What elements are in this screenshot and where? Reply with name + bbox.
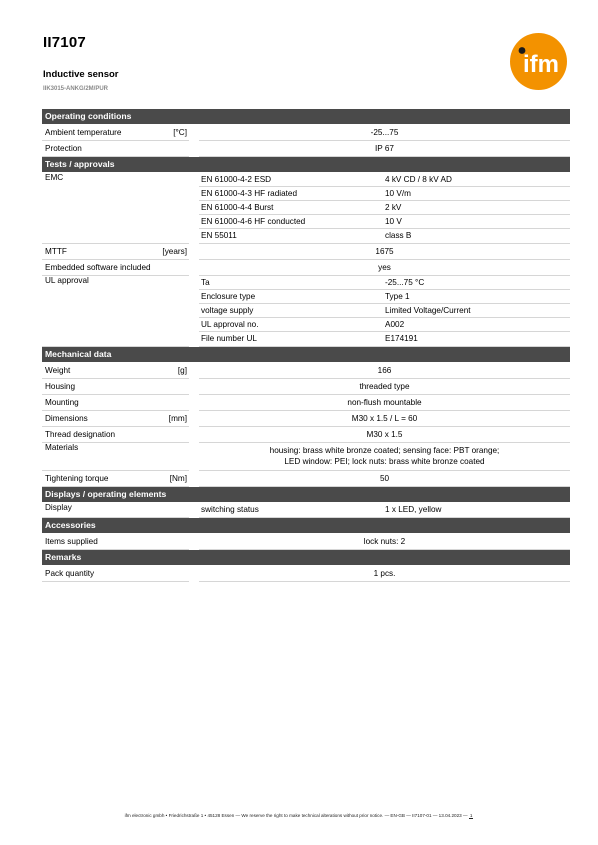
footer: [0, 813, 598, 819]
row-label: Thread designation: [45, 430, 116, 439]
row-gap: [189, 443, 199, 471]
sub-value: -25...75 °C: [385, 278, 425, 287]
sub-row: [199, 215, 570, 229]
row-value-cell: [199, 276, 570, 347]
spec-row: [42, 260, 570, 276]
spec-row: [42, 141, 570, 157]
row-unit: [Nm]: [169, 474, 187, 483]
section-header: Mechanical data: [42, 347, 570, 362]
row-value: non-flush mountable: [199, 395, 570, 411]
sub-key: EN 55011: [201, 231, 237, 240]
sub-key: EN 61000-4-3 HF radiated: [201, 189, 298, 198]
row-gap: [189, 566, 199, 582]
sub-key: Enclosure type: [201, 292, 256, 301]
row-label-cell: [42, 125, 189, 141]
row-label-cell: [42, 427, 189, 443]
sub-value: 10 V/m: [385, 189, 411, 198]
row-value: yes: [199, 260, 570, 276]
row-gap: [189, 363, 199, 379]
row-label-cell: [42, 260, 189, 276]
ifm-logo: [510, 33, 567, 90]
row-label-cell: [42, 395, 189, 411]
row-label: Dimensions: [45, 414, 88, 423]
row-value: 1 pcs.: [199, 566, 570, 582]
row-label-cell: [42, 503, 189, 518]
row-gap: [189, 141, 199, 157]
row-value: IP 67: [199, 141, 570, 157]
page-number: 1: [469, 813, 473, 818]
spec-row: [42, 395, 570, 411]
row-label-cell: [42, 443, 189, 471]
product-code: IIK3015-ANKG/2M/PUR: [43, 86, 109, 92]
value-line: housing: brass white bronze coated; sensing face: PBT orange;: [269, 446, 500, 455]
row-label: Materials: [45, 443, 79, 452]
spec-row: [42, 411, 570, 427]
product-subtitle: Inductive sensor: [43, 69, 119, 80]
row-label: Display: [45, 503, 72, 512]
row-gap: [189, 244, 199, 260]
sub-value: A002: [385, 320, 405, 329]
row-label-cell: [42, 471, 189, 487]
row-gap: [189, 379, 199, 395]
spec-row: [42, 443, 570, 471]
row-value: 50: [199, 471, 570, 487]
footer-text: ifm electronic gmbh • Friedrichstraße 1 • 45128 Essen — We reserve the right to make technical alterations without prior notice. — EN-GB — II7107-01 — 13.04.2023 —: [124, 813, 468, 818]
sub-value: 2 kV: [385, 203, 402, 212]
row-unit: [°C]: [173, 128, 187, 137]
row-value: 1675: [199, 244, 570, 260]
sub-row: [199, 276, 570, 290]
row-gap: [189, 427, 199, 443]
sub-value: 1 x LED, yellow: [385, 505, 442, 514]
row-gap: [189, 276, 199, 347]
spec-row: [42, 244, 570, 260]
row-label: Housing: [45, 382, 76, 391]
spec-row: [42, 125, 570, 141]
row-label-cell: [42, 141, 189, 157]
row-label-cell: [42, 411, 189, 427]
row-value: lock nuts: 2: [199, 534, 570, 550]
row-value-cell: [199, 503, 570, 518]
spec-row: [42, 363, 570, 379]
sub-row: [199, 332, 570, 346]
row-label: Protection: [45, 144, 82, 153]
row-gap: [189, 173, 199, 244]
section-header: Remarks: [42, 550, 570, 565]
spec-row: [42, 379, 570, 395]
spec-row: [42, 276, 570, 347]
row-label: Ambient temperature: [45, 128, 122, 137]
row-gap: [189, 471, 199, 487]
row-label-cell: [42, 173, 189, 244]
header: [43, 34, 86, 51]
row-label-cell: [42, 566, 189, 582]
sub-key: switching status: [201, 505, 259, 514]
spec-row: [42, 427, 570, 443]
sub-key: Ta: [201, 278, 210, 287]
row-value: M30 x 1.5: [199, 427, 570, 443]
product-title: II7107: [43, 34, 86, 51]
row-label-cell: [42, 534, 189, 550]
row-label: Embedded software included: [45, 263, 151, 272]
sub-row: [199, 173, 570, 187]
sub-value: Type 1: [385, 292, 410, 301]
row-label-cell: [42, 379, 189, 395]
sub-row: [199, 229, 570, 243]
row-gap: [189, 260, 199, 276]
row-label: Pack quantity: [45, 569, 95, 578]
row-value-cell: [199, 443, 570, 471]
sub-row: [199, 503, 570, 517]
row-label: Tightening torque: [45, 474, 109, 483]
row-label: Mounting: [45, 398, 79, 407]
sub-value: Limited Voltage/Current: [385, 306, 471, 315]
sub-row: [199, 187, 570, 201]
value-line: LED window: PEI; lock nuts: brass white bronze coated: [284, 457, 485, 466]
spec-table: [42, 109, 570, 582]
row-value-cell: [199, 173, 570, 244]
row-label: Weight: [45, 366, 71, 375]
sub-row: [199, 318, 570, 332]
sub-value: 4 kV CD / 8 kV AD: [385, 175, 452, 184]
row-gap: [189, 534, 199, 550]
row-label-cell: [42, 244, 189, 260]
section-header: Accessories: [42, 518, 570, 533]
row-gap: [189, 125, 199, 141]
sub-row: [199, 304, 570, 318]
row-value: -25...75: [199, 125, 570, 141]
sub-row: [199, 201, 570, 215]
row-label: EMC: [45, 173, 64, 182]
row-gap: [189, 503, 199, 518]
row-value: 166: [199, 363, 570, 379]
row-label: MTTF: [45, 247, 67, 256]
sub-value: E174191: [385, 334, 418, 343]
sub-key: EN 61000-4-2 ESD: [201, 175, 272, 184]
row-unit: [mm]: [168, 414, 187, 423]
spec-row: [42, 503, 570, 518]
row-label: Items supplied: [45, 537, 98, 546]
row-gap: [189, 395, 199, 411]
sub-key: UL approval no.: [201, 320, 259, 329]
sub-key: voltage supply: [201, 306, 254, 315]
row-gap: [189, 411, 199, 427]
spec-row: [42, 173, 570, 244]
sub-key: EN 61000-4-4 Burst: [201, 203, 274, 212]
spec-row: [42, 471, 570, 487]
row-label-cell: [42, 276, 189, 347]
row-unit: [g]: [177, 366, 187, 375]
row-value: M30 x 1.5 / L = 60: [199, 411, 570, 427]
sub-row: [199, 290, 570, 304]
sub-value: 10 V: [385, 217, 402, 226]
section-header: Operating conditions: [42, 109, 570, 124]
spec-row: [42, 566, 570, 582]
row-unit: [years]: [162, 247, 187, 256]
section-header: Tests / approvals: [42, 157, 570, 172]
section-header: Displays / operating elements: [42, 487, 570, 502]
row-label: UL approval: [45, 276, 89, 285]
logo-text: ifm: [523, 51, 559, 78]
spec-row: [42, 534, 570, 550]
row-label-cell: [42, 363, 189, 379]
sub-key: File number UL: [201, 334, 257, 343]
sub-value: class B: [385, 231, 412, 240]
row-value: threaded type: [199, 379, 570, 395]
sub-key: EN 61000-4-6 HF conducted: [201, 217, 306, 226]
